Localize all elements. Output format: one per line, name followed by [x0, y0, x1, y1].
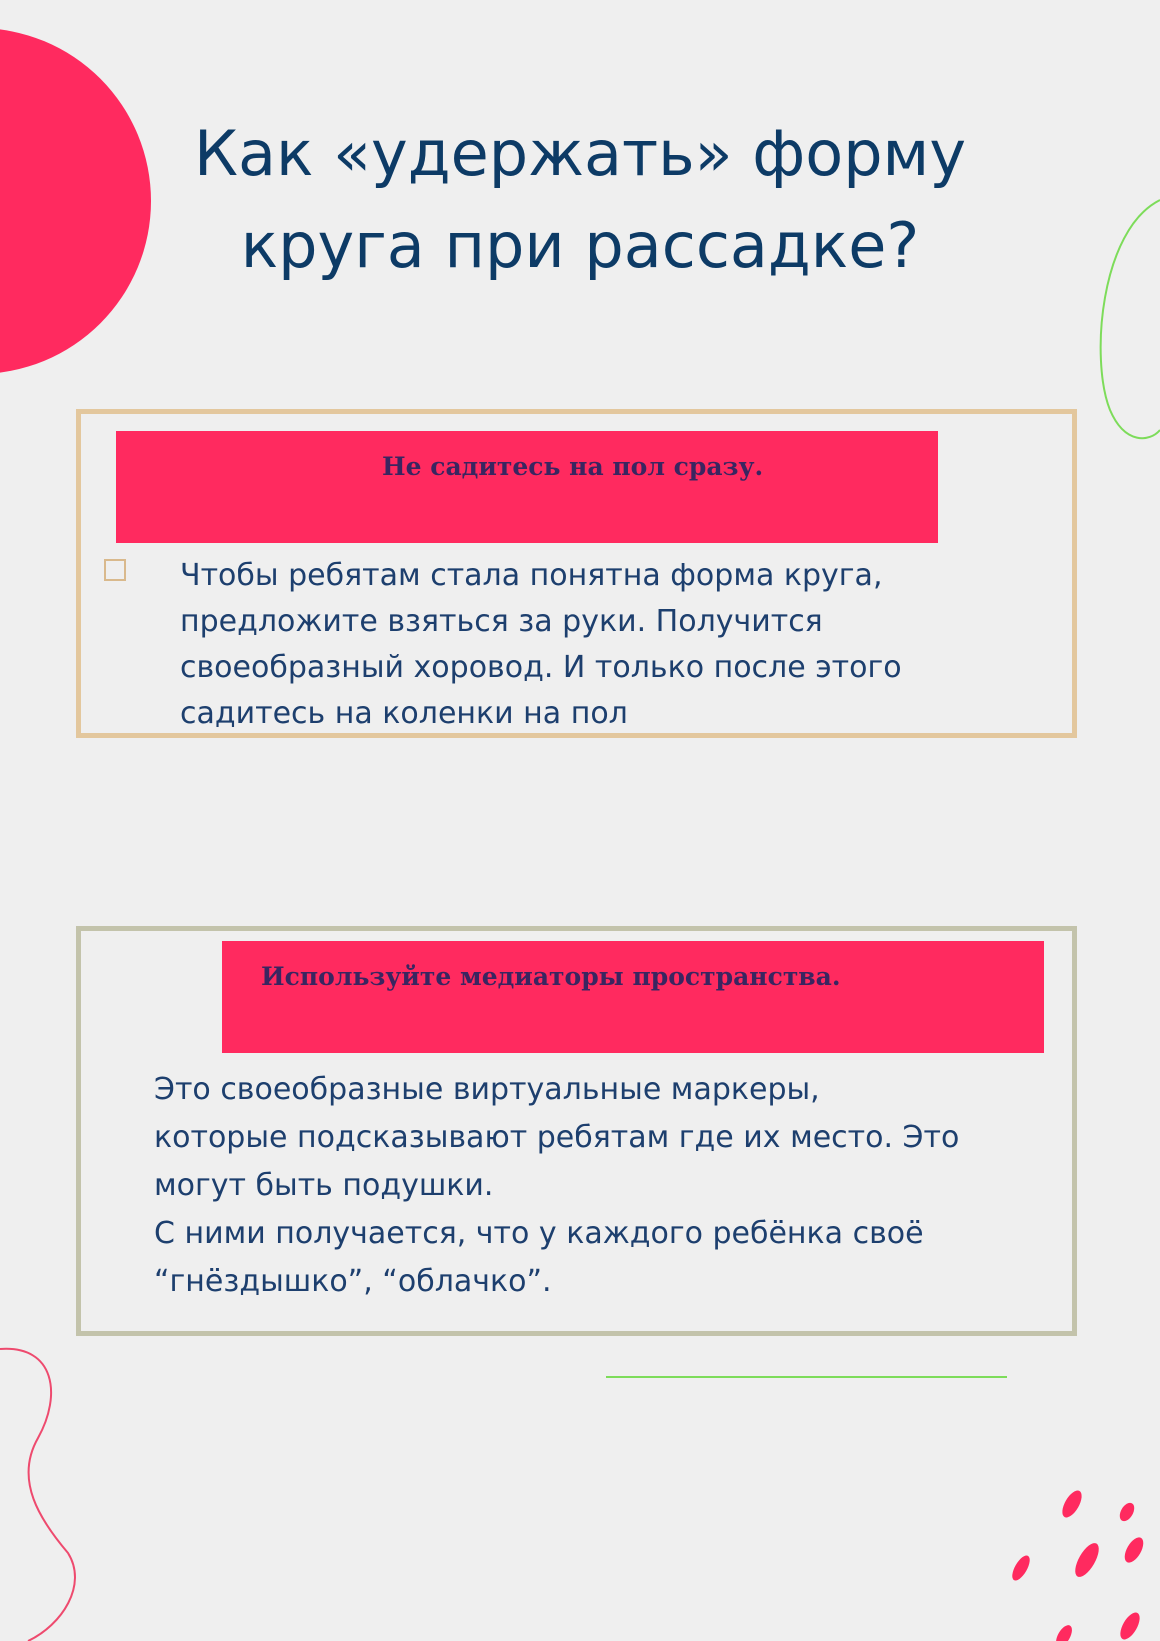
- tip-text-2: [154, 1066, 1034, 1306]
- tip-heading: Используйте медиаторы пространства.: [261, 962, 841, 991]
- pink-dash: [1009, 1553, 1033, 1583]
- text-line: Чтобы ребятам стала понятна форма круга,: [180, 558, 883, 593]
- text-line: садитесь на коленки на пол: [180, 696, 628, 731]
- tip-banner-1: [116, 431, 938, 543]
- pink-dash: [1053, 1623, 1075, 1641]
- pink-dash-cluster: [1009, 1488, 1147, 1641]
- text-line: которые подсказывают ребятам где их место. Это: [154, 1120, 960, 1155]
- text-line: “гнёздышко”, “облачко”.: [154, 1264, 552, 1299]
- pink-squiggle-line: [0, 1349, 75, 1641]
- pink-dash: [1117, 1500, 1137, 1523]
- pink-dash: [1121, 1534, 1147, 1565]
- text-line: С ними получается, что у каждого ребёнка своё: [154, 1216, 924, 1251]
- text-line: могут быть подушки.: [154, 1168, 494, 1203]
- title-line: круга при рассадке?: [240, 209, 920, 282]
- pink-dash: [1071, 1540, 1104, 1581]
- pink-dash: [1116, 1610, 1143, 1641]
- text-line: своеобразный хоровод. И только после этого: [180, 650, 902, 685]
- green-outline-loop: [1101, 200, 1160, 438]
- title-line: Как «удержать» форму: [193, 117, 967, 190]
- tip-text-1: [180, 553, 980, 737]
- checkbox-icon: [104, 559, 126, 581]
- text-line: предложите взяться за руки. Получится: [180, 604, 823, 639]
- pink-circle: [0, 28, 151, 374]
- pink-dash: [1058, 1488, 1085, 1521]
- page-title: [150, 108, 1010, 292]
- tip-heading: Не садитесь на пол сразу.: [382, 452, 764, 481]
- tip-banner-2: [222, 941, 1044, 1053]
- text-line: Это своеобразные виртуальные маркеры,: [154, 1072, 820, 1107]
